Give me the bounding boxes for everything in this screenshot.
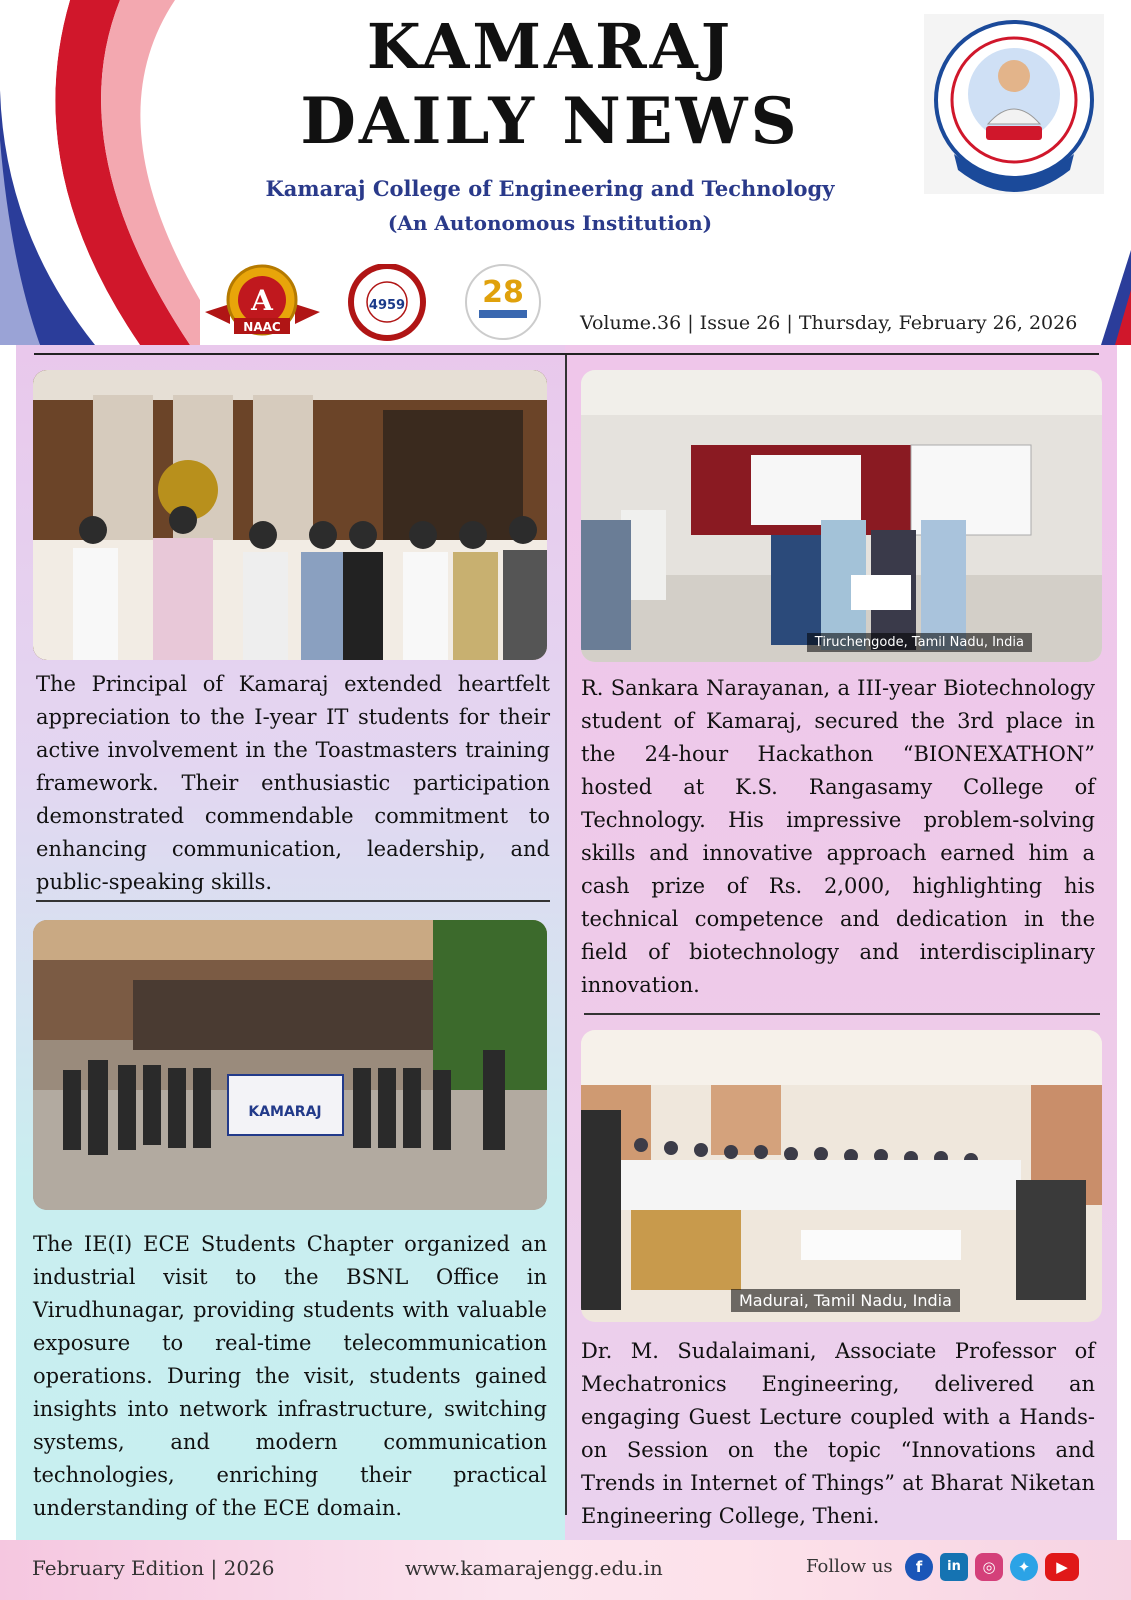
photo-location-madurai: Madurai, Tamil Nadu, India (731, 1289, 960, 1312)
column-divider (565, 355, 567, 1515)
youtube-icon[interactable]: ▶ (1045, 1553, 1079, 1581)
newspaper-title-line1: KAMARAJ (366, 10, 734, 83)
institution-type: (An Autonomous Institution) (387, 211, 713, 235)
photo-location-tiruchengode: Tiruchengode, Tamil Nadu, India (807, 633, 1032, 652)
svg-text:NAAC: NAAC (243, 320, 281, 334)
article-guest-lecture: Dr. M. Sudalaimani, Associate Professor of Mechatronics Engineering, delivered an engaging Guest Lecture coupled with a Hands-on Session on the topic “Innovations and Trends in Internet of Things” at Bharat Niketan Engineering College, Theni. (581, 1339, 1095, 1528)
instagram-icon[interactable]: ◎ (975, 1553, 1003, 1581)
masthead-header (0, 0, 1131, 345)
footer-website-link[interactable]: www.kamarajengg.edu.in (405, 1556, 663, 1580)
college-name: Kamaraj College of Engineering and Technology (265, 176, 835, 201)
photo-toastmasters-group (33, 370, 547, 660)
college-logo (924, 14, 1104, 194)
article-bsnl-visit: The IE(I) ECE Students Chapter organized an industrial visit to the BSNL Office in Virudhunagar, providing students with valuable exposure to real-time telecommunication operations. During the visit, students gained insights into network infrastructure, switching systems, and modern communication technologies, enriching their practical understanding of the ECE domain. (33, 1232, 547, 1520)
autonomous-badge (348, 264, 426, 342)
article-hackathon: R. Sankara Narayanan, a III-year Biotechnology student of Kamaraj, secured the 3rd place in the 24-hour Hackathon “BIONEXATHON” hosted at K.S. Rangasamy College of Technology. His impressive problem-solving skills and innovative approach earned him a cash prize of Rs. 2,000, highlighting his technical competence and dedication in the field of biotechnology and interdisciplinary innovation. (581, 676, 1095, 997)
anniversary-badge (463, 262, 543, 342)
photo-hackathon-award (581, 370, 1102, 662)
svg-text:KAMARAJ: KAMARAJ (248, 1104, 322, 1120)
newspaper-title-line2: DAILY NEWS (300, 84, 800, 159)
masthead-title-block (250, 12, 850, 235)
facebook-icon[interactable]: f (905, 1553, 933, 1581)
issue-info: Volume.36 | Issue 26 | Thursday, February 26, 2026 (580, 312, 1078, 334)
decorative-stripes-left (0, 0, 200, 345)
article-separator (36, 900, 550, 902)
linkedin-icon[interactable]: in (940, 1553, 968, 1581)
footer-follow-label: Follow us (806, 1556, 893, 1577)
photo-bsnl-visit-group (33, 920, 547, 1210)
article-toastmasters: The Principal of Kamaraj extended heartfelt appreciation to the I-year IT students for their active involvement in the Toastmasters training framework. Their enthusiastic participation demonstrated commendable commitment to enhancing communication, leadership, and public-speaking skills. (36, 672, 550, 894)
footer-edition: February Edition | 2026 (32, 1556, 275, 1580)
naac-badge (200, 262, 325, 342)
svg-text:A: A (251, 284, 273, 317)
photo-guest-lecture (581, 1030, 1102, 1322)
accreditation-badges (200, 262, 560, 342)
article-separator (584, 1013, 1100, 1015)
twitter-icon[interactable]: ✦ (1010, 1553, 1038, 1581)
svg-text:28: 28 (482, 275, 524, 310)
footer-bar (0, 1540, 1131, 1600)
svg-text:4959: 4959 (368, 298, 406, 313)
